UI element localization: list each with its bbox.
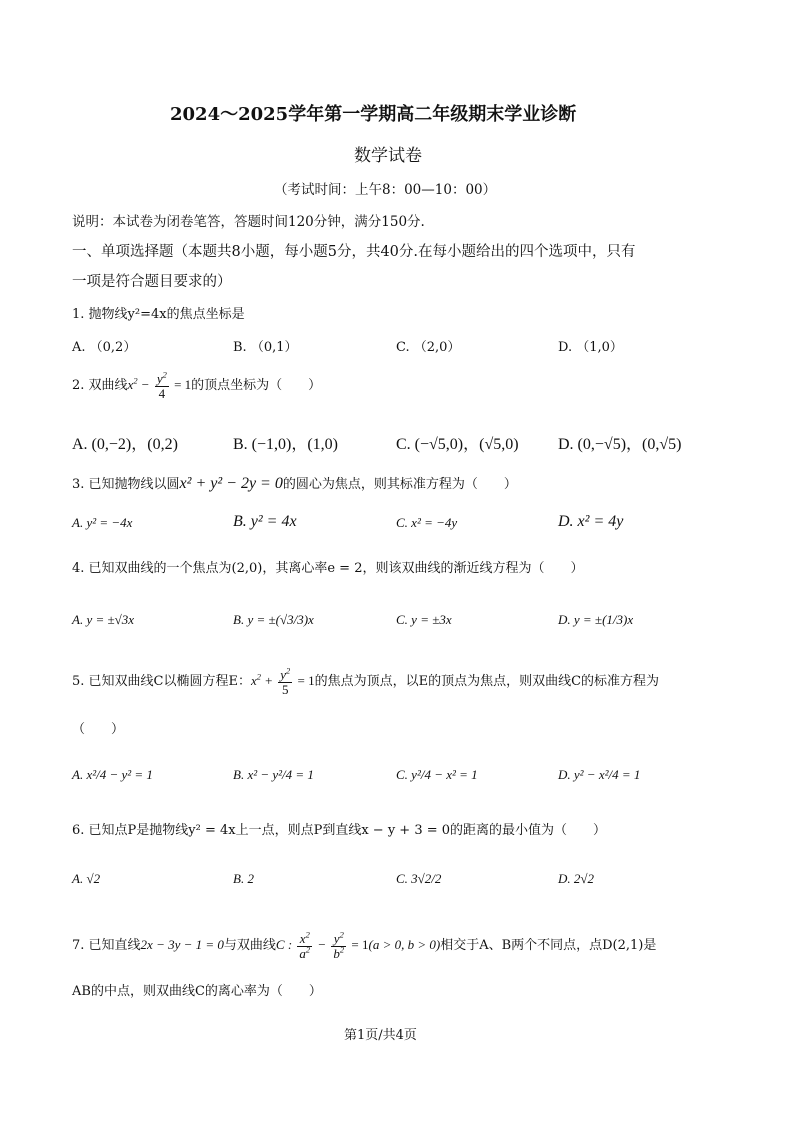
q2-option-d[interactable]: D. (0,−√5)，(0,√5)	[558, 436, 682, 453]
question-6-stem: 6. 已知点P是抛物线y² = 4x上一点，则点P到直线x − y + 3 = 0的距离的最小值为（ ）	[72, 823, 607, 838]
q2-option-a[interactable]: A. (0,−2)，(0,2)	[72, 436, 178, 453]
exam-note: 说明：本试卷为闭卷笔答，答题时间120分钟，满分150分.	[72, 214, 425, 230]
q4-option-c[interactable]: C. y = ±3x	[396, 612, 452, 627]
q2-option-b[interactable]: B. (−1,0)，(1,0)	[233, 436, 339, 453]
q4-option-d[interactable]: D. y = ±(1/3)x	[558, 612, 634, 627]
q1-option-d[interactable]: D. （1,0）	[558, 340, 623, 355]
question-5-stem-line2: （ ）	[72, 722, 125, 737]
q4-option-b[interactable]: B. y = ±(√3/3)x	[233, 612, 314, 627]
q3-circle-equation: x² + y² − 2y = 0	[179, 475, 283, 492]
q3-option-d[interactable]: D. x² = 4y	[558, 513, 624, 530]
q1-option-c[interactable]: C. （2,0）	[396, 340, 461, 355]
question-7-stem-line2: AB的中点，则双曲线C的离心率为（ ）	[72, 984, 322, 999]
q5-option-a[interactable]: A. x²/4 − y² = 1	[72, 767, 153, 782]
subject-title: 数学试卷	[354, 146, 422, 166]
q6-option-b[interactable]: B. 2	[233, 871, 254, 886]
section-heading-line2: 一项是符合题目要求的）	[72, 274, 232, 290]
q1-option-a[interactable]: A. （0,2）	[72, 340, 137, 355]
question-4-stem: 4. 已知双曲线的一个焦点为(2,0)，其离心率e = 2，则该双曲线的渐近线方程为（ ）	[72, 561, 584, 576]
q7-hyperbola-equation: C : $\frac{x^2}{a^2}$ − $\frac{y^2}{b^2}$ = 1(a > 0, b > 0)	[275, 929, 441, 961]
q7-line-equation: 2x − 3y − 1 = 0	[140, 937, 224, 953]
page-footer: 第1页/共4页	[344, 1028, 417, 1043]
q3-option-c[interactable]: C. x² = −4y	[396, 515, 458, 530]
q6-option-c[interactable]: C. 3√2/2	[396, 871, 442, 886]
question-5-stem: 5. 已知双曲线C以椭圆方程E：$x^2$ + $\frac{y^2}{5}$ = 1的焦点为顶点，以E的顶点为焦点，则双曲线C的标准方程为	[72, 665, 660, 697]
q2-equation: $x^2$ − $\frac{y^2}{4}$ = 1	[127, 369, 192, 401]
q5-option-c[interactable]: C. y²/4 − x² = 1	[396, 767, 478, 782]
q6-option-a[interactable]: A. √2	[72, 871, 101, 886]
question-1-stem: 1. 抛物线y²=4x的焦点坐标是	[72, 307, 245, 322]
q1-option-b[interactable]: B. （0,1）	[233, 340, 298, 355]
question-2-stem: 2. 双曲线$x^2$ − $\frac{y^2}{4}$ = 1的顶点坐标为（ ）	[72, 369, 322, 401]
q4-option-a[interactable]: A. y = ±√3x	[72, 612, 135, 627]
q6-option-d[interactable]: D. 2√2	[558, 871, 595, 886]
question-7-stem: 7. 已知直线2x − 3y − 1 = 0与双曲线C : $\frac{x^2}{a^2}$ − $\frac{y^2}{b^2}$ = 1(a > 0, b > 0)相交于A、B两个不同点，点D(2,1)是	[72, 929, 657, 961]
q2-option-c[interactable]: C. (−√5,0)，(√5,0)	[396, 436, 519, 453]
q5-option-d[interactable]: D. y² − x²/4 = 1	[558, 767, 641, 782]
exam-title: 2024～2025学年第一学期高二年级期末学业诊断	[170, 104, 577, 125]
exam-time: （考试时间：上午8：00—10：00）	[274, 182, 497, 198]
q5-ellipse-equation: $x^2$ + $\frac{y^2}{5}$ = 1	[250, 665, 315, 697]
question-3-stem: 3. 已知抛物线以圆x² + y² − 2y = 0的圆心为焦点，则其标准方程为（ ）	[72, 475, 517, 492]
q3-option-a[interactable]: A. y² = −4x	[72, 515, 133, 530]
q3-option-b[interactable]: B. y² = 4x	[233, 513, 297, 530]
q5-option-b[interactable]: B. x² − y²/4 = 1	[233, 767, 314, 782]
section-heading-line1: 一、单项选择题（本题共8小题，每小题5分，共40分.在每小题给出的四个选项中，只有	[72, 244, 636, 260]
